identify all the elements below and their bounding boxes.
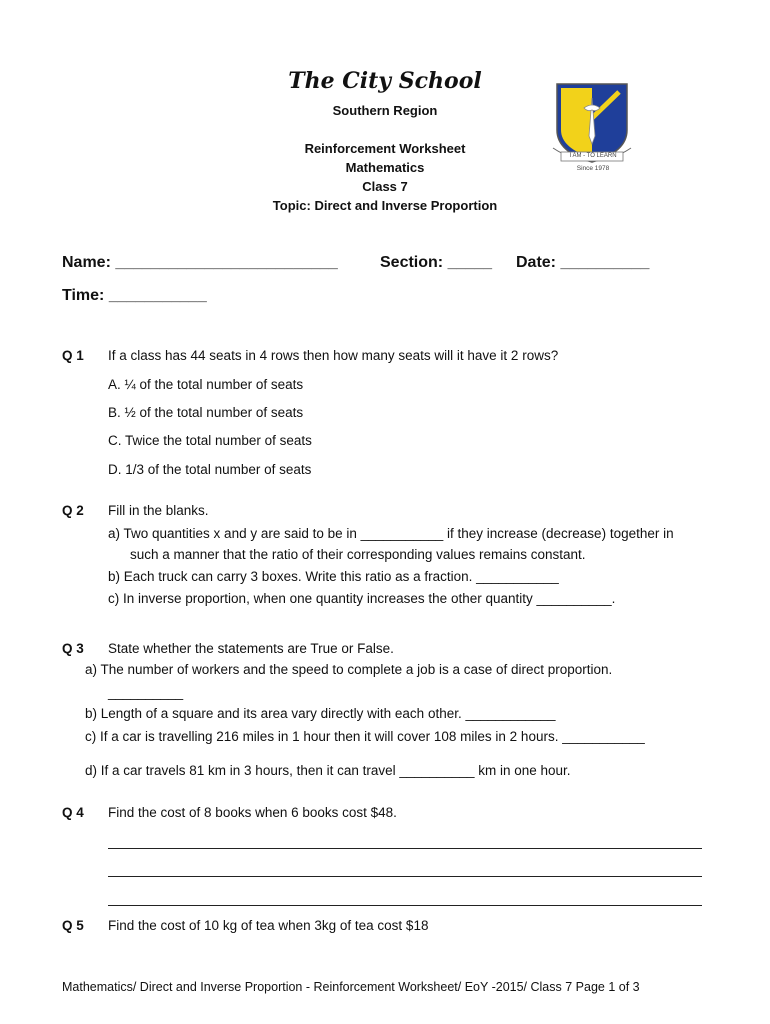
q3-item-a: a) The number of workers and the speed to complete a job is a case of direct proportion. — [85, 662, 613, 677]
region-label: Southern Region — [332, 103, 438, 118]
answer-line[interactable] — [108, 905, 702, 906]
topic-label: Topic: Direct and Inverse Proportion — [272, 198, 498, 213]
q2-number: Q 2 — [62, 503, 84, 518]
school-title: The City School — [288, 68, 482, 94]
logo-motto: I AM - TO LEARN — [569, 153, 617, 159]
q1-option-c[interactable]: C. Twice the total number of seats — [108, 433, 312, 448]
q2-item-c: c) In inverse proportion, when one quantity increases the other quantity __________. — [108, 591, 616, 606]
q5-text: Find the cost of 10 kg of tea when 3kg of tea cost $18 — [108, 918, 429, 933]
name-field[interactable]: Name: _________________________ — [62, 254, 338, 271]
q4-text: Find the cost of 8 books when 6 books cost $48. — [108, 805, 397, 820]
q3-item-d: d) If a car travels 81 km in 3 hours, then it can travel __________ km in one hour. — [85, 763, 571, 778]
q4-number: Q 4 — [62, 805, 84, 820]
q5-number: Q 5 — [62, 918, 84, 933]
section-field[interactable]: Section: _____ — [380, 254, 493, 271]
date-field[interactable]: Date: __________ — [516, 254, 650, 271]
time-field[interactable]: Time: ___________ — [62, 287, 207, 304]
q2-item-a: a) Two quantities x and y are said to be in ___________ if they increase (decrease) together in — [108, 526, 674, 541]
q2-item-a-cont: such a manner that the ratio of their corresponding values remains constant. — [130, 547, 586, 562]
q1-option-a[interactable]: A. ¼ of the total number of seats — [108, 377, 304, 392]
logo-since: Since 1978 — [576, 165, 610, 172]
answer-line[interactable] — [108, 876, 702, 877]
q1-option-b[interactable]: B. ½ of the total number of seats — [108, 405, 304, 420]
q3-item-c: c) If a car is travelling 216 miles in 1 hour then it will cover 108 miles in 2 hours. ___________ — [85, 729, 645, 744]
class-label: Class 7 — [362, 179, 408, 194]
answer-line[interactable] — [108, 848, 702, 849]
q3-number: Q 3 — [62, 641, 84, 656]
q1-option-d[interactable]: D. 1/3 of the total number of seats — [108, 462, 312, 477]
q3-item-a-blank[interactable]: __________ — [108, 685, 184, 700]
q3-text: State whether the statements are True or False. — [108, 641, 394, 656]
q3-item-b: b) Length of a square and its area vary directly with each other. ____________ — [85, 706, 556, 721]
worksheet-label: Reinforcement Worksheet — [304, 141, 466, 156]
subject-label: Mathematics — [345, 160, 425, 175]
q2-item-b: b) Each truck can carry 3 boxes. Write this ratio as a fraction. ___________ — [108, 569, 559, 584]
page-footer: Mathematics/ Direct and Inverse Proportion - Reinforcement Worksheet/ EoY -2015/ Class 7 Page 1 of 3 — [62, 980, 640, 994]
school-crest-icon — [551, 78, 633, 176]
school-logo — [551, 78, 633, 176]
q1-text: If a class has 44 seats in 4 rows then how many seats will it have it 2 rows? — [108, 348, 559, 363]
q1-number: Q 1 — [62, 348, 84, 363]
q2-text: Fill in the blanks. — [108, 503, 209, 518]
